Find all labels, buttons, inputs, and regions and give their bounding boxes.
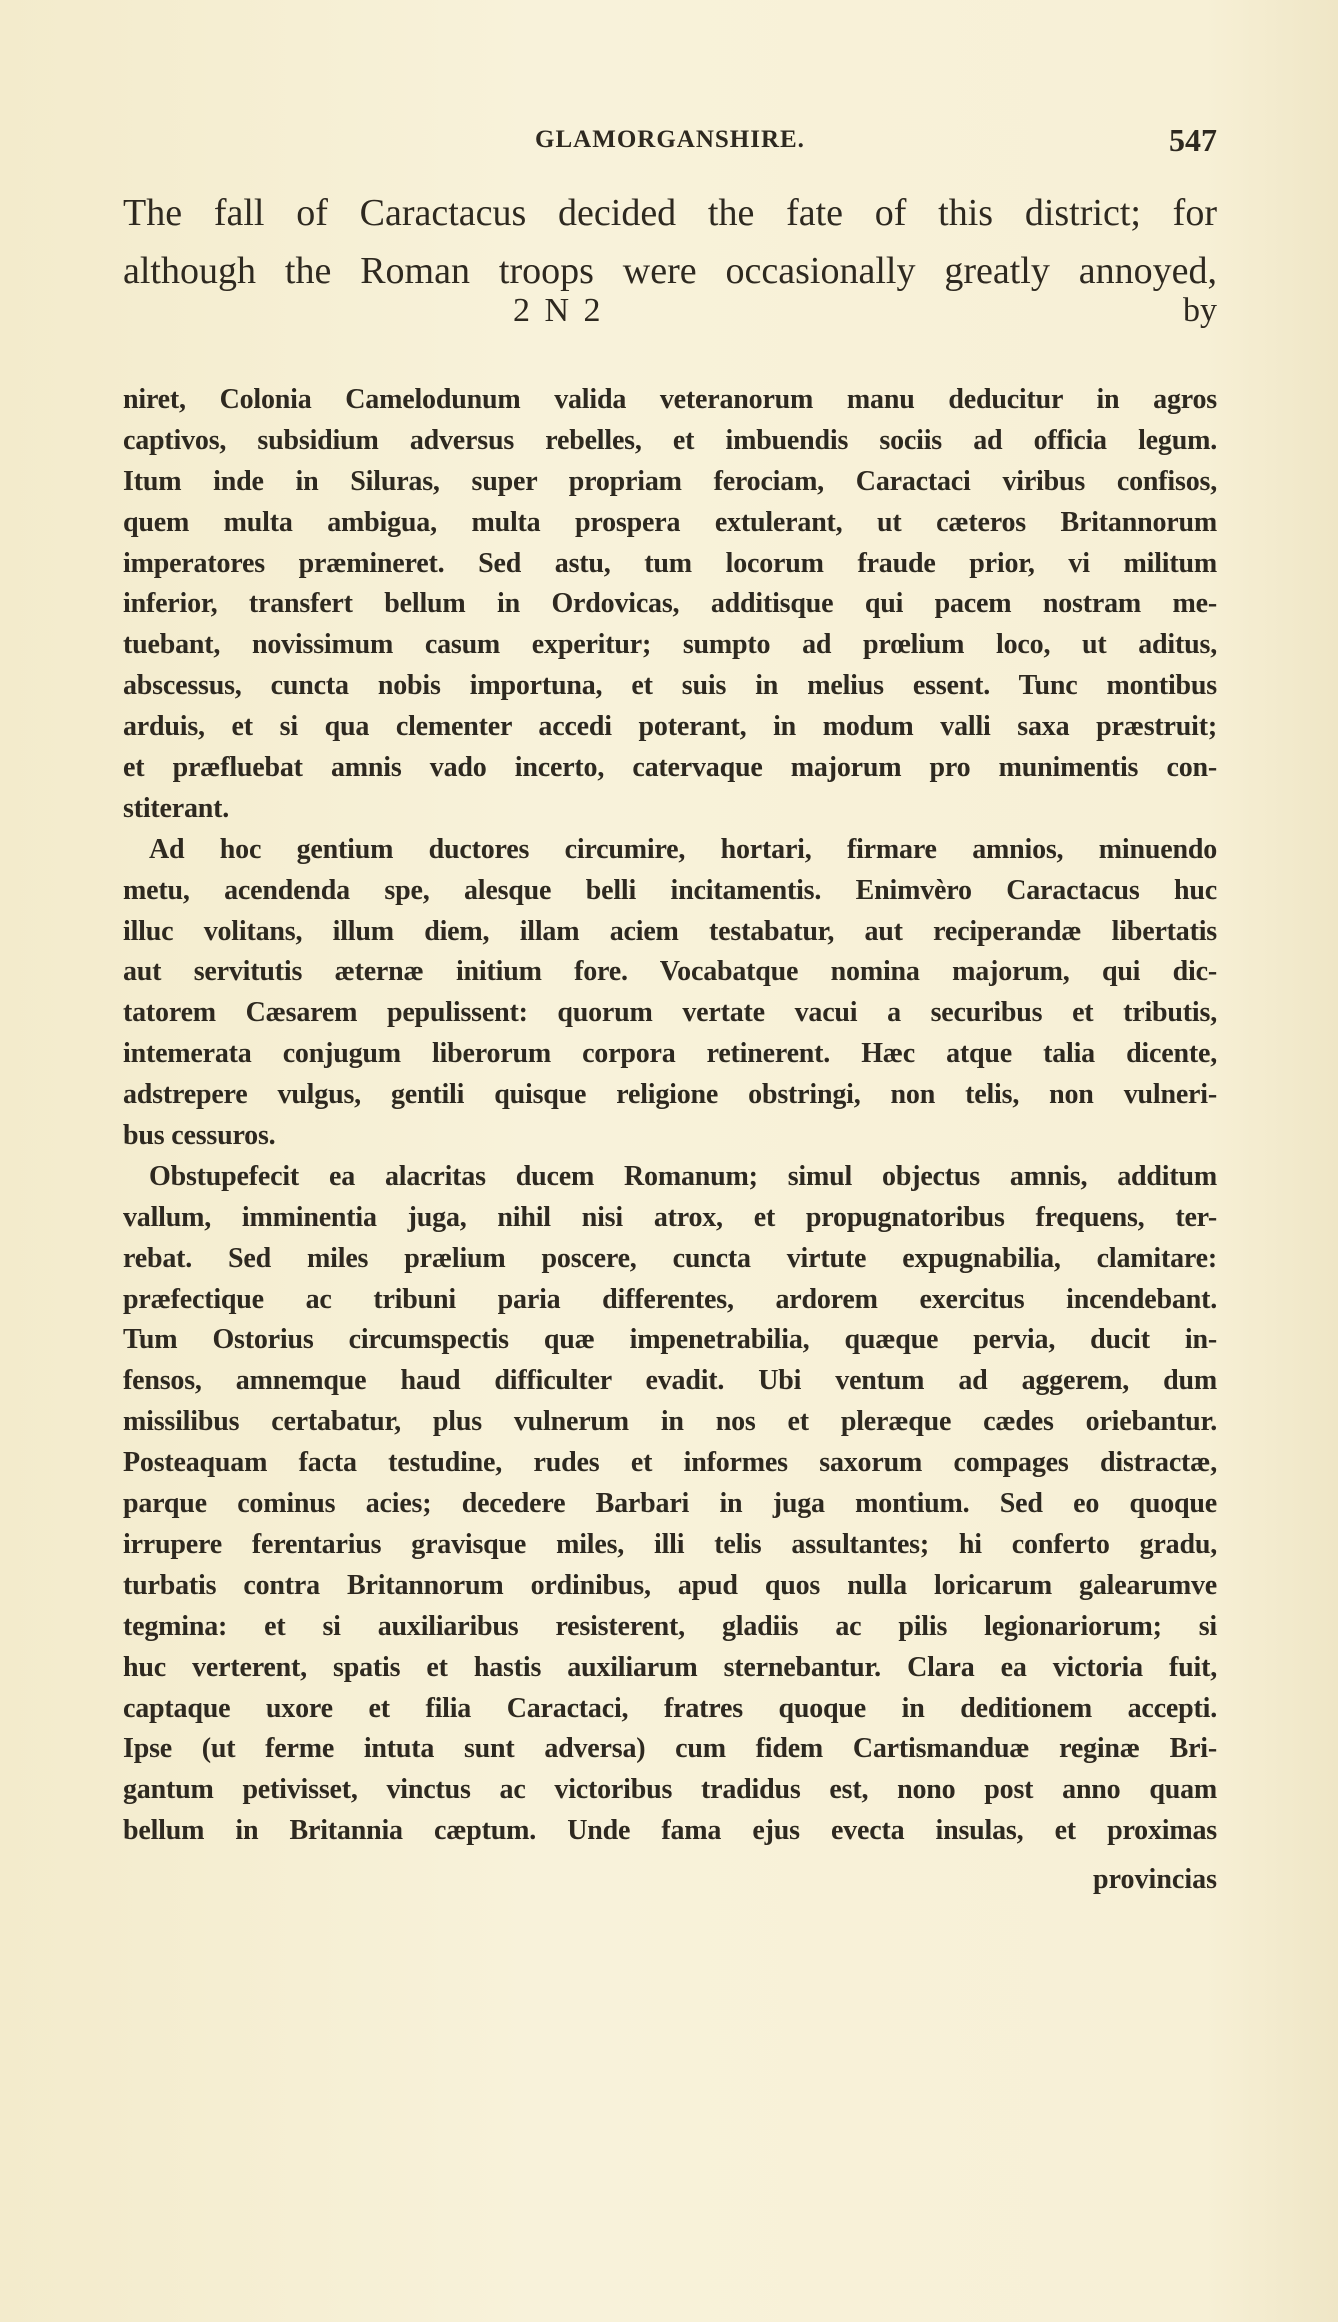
english-line: The fall of Caractacus decided the fate of this district; for (123, 192, 1217, 234)
latin-line: vallum, imminentia juga, nihil nisi atrox, et propugnatoribus frequens, ter- (123, 1201, 1217, 1233)
latin-line: abscessus, cuncta nobis importuna, et suis in melius essent. Tunc montibus (123, 670, 1217, 702)
latin-line: bellum in Britannia cæptum. Unde fama ejus evecta insulas, et proximas (123, 1815, 1217, 1847)
latin-line: niret, Colonia Camelodunum valida veteranorum manu deducitur in agros (123, 384, 1217, 415)
latin-line: metu, acendenda spe, alesque belli incitamentis. Enimvèro Caractacus huc (123, 874, 1217, 906)
latin-line: imperatores præmineret. Sed astu, tum locorum fraude prior, vi militum (123, 547, 1217, 579)
latin-line: stiterant. (123, 792, 230, 824)
latin-line: fensos, amnemque haud difficulter evadit. Ubi ventum ad aggerem, dum (123, 1365, 1217, 1397)
latin-line: Posteaquam facta testudine, rudes et informes saxorum compages distractæ, (123, 1447, 1217, 1479)
latin-line: captaque uxore et filia Caractaci, fratres quoque in deditionem accepti. (123, 1692, 1217, 1724)
latin-line: arduis, et si qua clementer accedi poterant, in modum valli saxa præstruit; (123, 711, 1217, 743)
page-number: 547 (1169, 122, 1217, 158)
latin-line: missilibus certabatur, plus vulnerum in nos et pleræque cædes oriebantur. (123, 1406, 1217, 1438)
english-catchword: by (1183, 292, 1217, 329)
latin-line: Ad hoc gentium ductores circumire, hortari, firmare amnios, minuendo (149, 833, 1217, 865)
latin-line: gantum petivisset, vinctus ac victoribus tradidus est, nono post anno quam (123, 1774, 1217, 1806)
latin-line: aut servitutis æternæ initium fore. Vocabatque nomina majorum, qui dic- (123, 956, 1217, 988)
signature-mark: 2 N 2 (513, 292, 604, 329)
latin-line: quem multa ambigua, multa prospera extulerant, ut cæteros Britannorum (123, 506, 1217, 538)
latin-line: intemerata conjugum liberorum corpora retinerent. Hæc atque talia dicente, (123, 1038, 1217, 1070)
latin-line: et præfluebat amnis vado incerto, catervaque majorum pro munimentis con- (123, 752, 1217, 784)
latin-line: tatorem Cæsarem pepulissent: quorum vertate vacui a securibus et tributis, (123, 997, 1217, 1029)
latin-line: Itum inde in Siluras, super propriam ferociam, Caractaci viribus confisos, (123, 465, 1217, 497)
latin-line: tuebant, novissimum casum experitur; sumpto ad prœlium loco, ut aditus, (123, 629, 1217, 661)
latin-line: bus cessuros. (123, 1120, 276, 1152)
latin-line: captivos, subsidium adversus rebelles, et imbuendis sociis ad officia legum. (123, 424, 1217, 456)
latin-catchword: provincias (1093, 1864, 1217, 1895)
latin-line: inferior, transfert bellum in Ordovicas, additisque qui pacem nostram me- (123, 588, 1217, 620)
latin-line: adstrepere vulgus, gentili quisque religione obstringi, non telis, non vulneri- (123, 1079, 1217, 1111)
latin-line: parque cominus acies; decedere Barbari in juga montium. Sed eo quoque (123, 1488, 1217, 1520)
latin-footnote (123, 380, 1217, 1852)
running-head-title: GLAMORGANSHIRE. (535, 126, 805, 153)
running-head (123, 122, 1217, 162)
english-text (123, 184, 1217, 300)
latin-line: illuc volitans, illum diem, illam aciem testabatur, aut reciperandæ libertatis (123, 915, 1217, 947)
latin-line: Ipse (ut ferme intuta sunt adversa) cum fidem Cartismanduæ reginæ Bri- (123, 1733, 1217, 1765)
latin-line: rebat. Sed miles prælium poscere, cuncta virtute expugnabilia, clamitare: (123, 1242, 1217, 1274)
latin-line: huc verterent, spatis et hastis auxiliarum sternebantur. Clara ea victoria fuit, (123, 1651, 1217, 1683)
latin-line: Obstupefecit ea alacritas ducem Romanum; simul objectus amnis, additum (149, 1160, 1217, 1192)
english-line: although the Roman troops were occasionally greatly annoyed, (123, 250, 1217, 292)
latin-line: Tum Ostorius circumspectis quæ impenetrabilia, quæque pervia, ducit in- (123, 1324, 1217, 1356)
latin-line: irrupere ferentarius gravisque miles, illi telis assultantes; hi conferto gradu, (123, 1528, 1217, 1560)
latin-line: turbatis contra Britannorum ordinibus, apud quos nulla loricarum galearumve (123, 1569, 1217, 1601)
signature-row (123, 292, 1217, 342)
latin-line: præfectique ac tribuni paria differentes, ardorem exercitus incendebant. (123, 1283, 1217, 1315)
latin-line: tegmina: et si auxiliaribus resisterent, gladiis ac pilis legionariorum; si (123, 1610, 1217, 1642)
